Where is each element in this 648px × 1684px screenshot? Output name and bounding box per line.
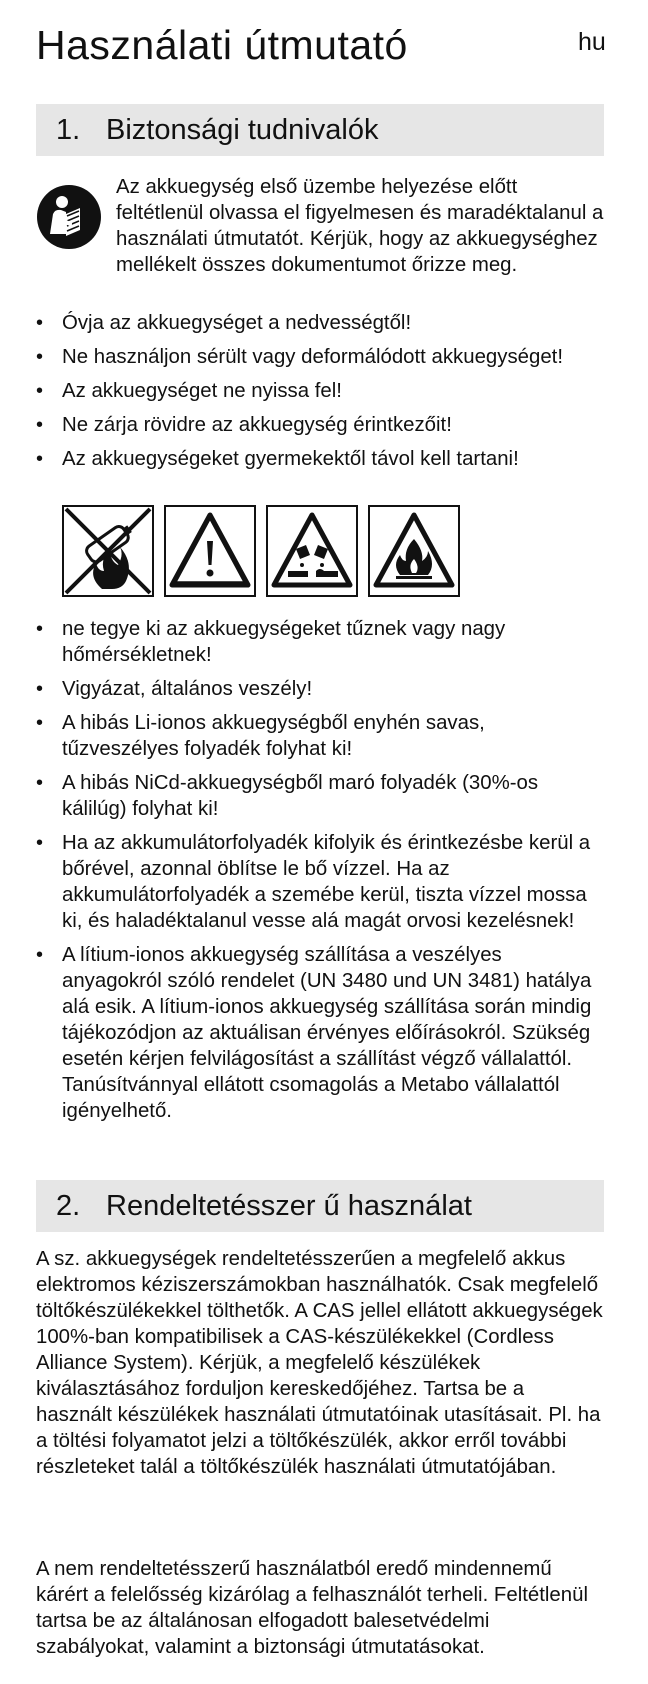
read-manual-icon <box>36 184 102 250</box>
page-title: Használati útmutató <box>36 22 408 68</box>
no-fire-icon <box>62 505 154 597</box>
list-item: • Ne használjon sérült vagy deformálódott akkuegységet! <box>36 344 606 370</box>
list-item: • Az akkuegységet ne nyissa fel! <box>36 378 606 404</box>
section-2-number: 2. <box>56 1190 81 1222</box>
list-item: • Vigyázat, általános veszély! <box>36 676 606 702</box>
safety-list-1 <box>36 310 606 480</box>
intended-use-paragraph: A sz. akkuegységek rendeltetésszerűen a megfelelő akkus elektromos kéziszerszámokban használhatók. Csak megfelelő töltőkészülékekkel tölthetők. A CAS jellel ellátott akkuegységek 100%-ban kompatibilisek a CAS-készülékekkel (Cordless Alliance System). Kérjük, a megfelelő készülékek kiválasztásához forduljon kereskedőjéhez. Tartsa be a használt készülékek használati útmutatóinak utasításait. Pl. ha a töltési folyamatot jelzi a töltőkészülék, akkor erről további részleteket talál a töltőkészülék használati útmutatójában. <box>36 1248 603 1478</box>
section-2-title: Rendeltetésszer ű használat <box>106 1190 472 1222</box>
hazard-icons <box>62 505 482 597</box>
corrosive-icon <box>266 505 358 597</box>
list-item: • Ha az akkumulátorfolyadék kifolyik és érintkezésbe kerül a bőrével, azonnal öblítse le bő vízzel. Ha az akkumulátorfolyadék a szemébe kerül, tiszta vízzel mossa ki, és haladéktalanul vesse alá magát orvosi kezelésnek! <box>36 830 606 934</box>
list-item: • A lítium-ionos akkuegység szállítása a veszélyes anyagokról szóló rendelet (UN 3480 und UN 3481) hatálya alá esik. A lítium-ionos akkuegység szállítása során mindig tájékozódjon az aktuálisan érvényes előírásokról. Szükség esetén kérjen felvilágosítást a szállítást végző vállalattól. Tanúsítvánnyal ellátott csomagolás a Metabo vállalattól igényelhető. <box>36 942 606 1124</box>
general-warning-icon <box>164 505 256 597</box>
liability-paragraph: A nem rendeltetésszerű használatból eredő mindennemű kárért a felelősség kizárólag a felhasználót terheli. Feltétlenül tartsa be az általánosan elfogadott balesetvédelmi szabályokat, valamint a biztonsági útmutatásokat. <box>36 1558 588 1658</box>
list-item: • Óvja az akkuegységet a nedvességtől! <box>36 310 606 336</box>
section-1-heading <box>36 104 604 156</box>
list-item: • Ne zárja rövidre az akkuegység érintkezőit! <box>36 412 606 438</box>
safety-list-2 <box>36 616 606 1132</box>
list-item: • A hibás NiCd-akkuegységből maró folyadék (30%-os kálilúg) folyhat ki! <box>36 770 606 822</box>
flammable-icon <box>368 505 460 597</box>
section-1-number: 1. <box>56 114 81 146</box>
section-1-title: Biztonsági tudnivalók <box>106 114 379 146</box>
read-manual-notice <box>36 174 606 304</box>
language-code: hu <box>578 28 606 56</box>
list-item: • ne tegye ki az akkuegységeket tűznek vagy nagy hőmérsékletnek! <box>36 616 606 668</box>
list-item: • Az akkuegységeket gyermekektől távol kell tartani! <box>36 446 606 472</box>
section-2-heading <box>36 1180 604 1232</box>
list-item: • A hibás Li-ionos akkuegységből enyhén savas, tűzveszélyes folyadék folyhat ki! <box>36 710 606 762</box>
intro-text: Az akkuegység első üzembe helyezése előtt feltétlenül olvassa el figyelmesen és maradéktalanul a használati útmutatót. Kérjük, hogy az akkuegységhez mellékelt összes dokumentumot őrizze meg. <box>116 176 604 276</box>
